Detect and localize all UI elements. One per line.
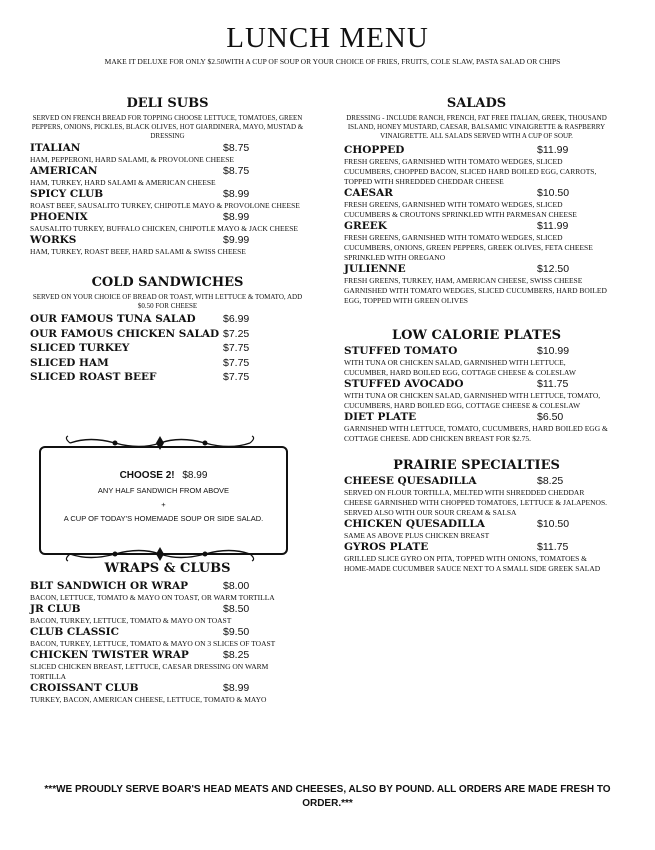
- menu-item: [30, 682, 305, 705]
- item-desc: FRESH GREENS, TURKEY, HAM, AMERICAN CHEESE, SWISS CHEESE GARNISHED WITH TOMATO WEDGES, SLICED CUCUMBERS, HARD BOILED EGG, TOPPED WITH GREEN OLIVES: [344, 276, 607, 305]
- item-name: DIET PLATE: [344, 411, 417, 423]
- menu-item: [344, 220, 609, 263]
- left-column: [30, 96, 305, 386]
- item-price: $10.50: [537, 518, 570, 530]
- item-name: OUR FAMOUS TUNA SALAD: [30, 313, 196, 325]
- menu-item: [30, 142, 305, 165]
- item-desc: BACON, TURKEY, LETTUCE, TOMATO & MAYO ON TOAST: [30, 616, 232, 625]
- menu-item: [30, 357, 305, 372]
- item-desc: FRESH GREENS, GARNISHED WITH TOMATO WEDGES, SLICED CUCUMBERS & CROUTONS SPRINKLED WITH PARMESAN CHEESE: [344, 200, 577, 219]
- item-desc: GARNISHED WITH LETTUCE, TOMATO, CUCUMBERS, HARD BOILED EGG & COTTAGE CHEESE. ADD CHICKEN BREAST FOR $2.75.: [344, 424, 608, 443]
- item-name: CHICKEN TWISTER WRAP: [30, 649, 189, 661]
- menu-item: [30, 371, 305, 386]
- item-name: CAESAR: [344, 187, 393, 199]
- item-desc: SAME AS ABOVE PLUS CHICKEN BREAST: [344, 531, 490, 540]
- item-desc: BACON, TURKEY, LETTUCE, TOMATO & MAYO ON 3 SLICES OF TOAST: [30, 639, 276, 648]
- menu-item: [344, 144, 609, 187]
- footer-note: ***WE PROUDLY SERVE BOAR'S HEAD MEATS AND CHEESES, ALSO BY POUND. ALL ORDERS ARE MADE FRESH TO ORDER.***: [44, 784, 611, 809]
- menu-item: [30, 603, 305, 626]
- item-price: $7.75: [223, 342, 250, 354]
- item-price: $8.99: [223, 682, 250, 694]
- item-name: JR CLUB: [30, 603, 81, 615]
- item-price: $8.99: [223, 211, 250, 223]
- menu-item: [30, 342, 305, 357]
- item-price: $10.50: [537, 187, 570, 199]
- item-desc: SLICED CHICKEN BREAST, LETTUCE, CAESAR DRESSING ON WARM TORTILLA: [30, 662, 269, 681]
- deli-subs-list: [30, 142, 305, 257]
- item-name: WORKS: [30, 234, 77, 246]
- item-name: GYROS PLATE: [344, 541, 429, 553]
- item-name: BLT SANDWICH OR WRAP: [30, 580, 189, 592]
- item-desc: BACON, LETTUCE, TOMATO & MAYO ON TOAST, OR WARM TORTILLA: [30, 593, 275, 602]
- item-name: ITALIAN: [30, 142, 81, 154]
- item-price: $8.99: [223, 188, 250, 200]
- item-name: SPICY CLUB: [30, 188, 104, 200]
- menu-item: [30, 188, 305, 211]
- menu-item: [344, 345, 609, 378]
- section-desc-deli-subs: SERVED ON FRENCH BREAD FOR TOPPING CHOOSE LETTUCE, TOMATOES, GREEN PEPPERS, ONIONS, PICKLES, BLACK OLIVES, HOT GIARDINERA, MAYO, MUSTAD & DRESSING: [31, 114, 304, 140]
- item-name: JULIENNE: [344, 263, 406, 275]
- section-title-low-calorie: LOW CALORIE PLATES: [391, 328, 562, 343]
- item-price: $11.99: [537, 144, 569, 156]
- item-desc: HAM, TURKEY, HARD SALAMI & AMERICAN CHEESE: [30, 178, 216, 187]
- section-title-salads: SALADS: [446, 96, 507, 111]
- item-desc: HAM, TURKEY, ROAST BEEF, HARD SALAMI & SWISS CHEESE: [30, 247, 246, 256]
- item-price: $8.75: [223, 165, 250, 177]
- menu-item: [344, 378, 609, 411]
- right-column: [344, 96, 609, 574]
- item-name: SLICED TURKEY: [30, 342, 130, 354]
- item-price: $8.75: [223, 142, 250, 154]
- menu-item: [30, 165, 305, 188]
- item-name: STUFFED TOMATO: [344, 345, 458, 357]
- item-name: CLUB CLASSIC: [30, 626, 119, 638]
- choose-two-combo-box: [39, 446, 288, 555]
- item-price: $9.99: [223, 234, 250, 246]
- item-name: AMERICAN: [30, 165, 98, 177]
- item-price: $11.75: [537, 378, 569, 390]
- cold-sandwiches-list: [30, 313, 305, 386]
- menu-title: LUNCH MENU: [226, 22, 429, 54]
- item-name: CHICKEN QUESADILLA: [344, 518, 485, 530]
- menu-item: [344, 475, 609, 518]
- item-desc: SERVED ON FLOUR TORTILLA, MELTED WITH SHREDDED CHEDDAR CHEESE GARNISHED WITH CHOPPED TOMATOES, LETTUCE & JALAPENOS. SERVED ALSO WITH OUR SOUR CREAM & SALSA: [344, 488, 607, 517]
- item-name: CROISSANT CLUB: [30, 682, 139, 694]
- section-desc-cold-sandwiches: SERVED ON YOUR CHOICE OF BREAD OR TOAST, WITH LETTUCE & TOMATO, ADD $0.50 FOR CHEESE: [32, 293, 303, 310]
- menu-item: [30, 328, 305, 343]
- section-title-cold-sandwiches: COLD SANDWICHES: [91, 275, 244, 290]
- choose-two-heading: [41, 470, 286, 481]
- menu-subtitle: MAKE IT DELUXE FOR ONLY $2.50WITH A CUP OF SOUP OR YOUR CHOICE OF FRIES, FRUITS, COLE SLAW, PASTA SALAD OR CHIPS: [104, 57, 561, 66]
- item-price: $6.50: [537, 411, 564, 423]
- item-price: $11.75: [537, 541, 569, 553]
- prairie-list: [344, 475, 609, 574]
- item-name: PHOENIX: [30, 211, 88, 223]
- item-name: SLICED ROAST BEEF: [30, 371, 157, 383]
- item-price: $8.00: [223, 580, 250, 592]
- item-price: $7.25: [223, 327, 250, 340]
- menu-item: [30, 234, 305, 257]
- item-desc: WITH TUNA OR CHICKEN SALAD, GARNISHED WITH LETTUCE, CUCUMBER, HARD BOILED EGG, COTTAGE CHEESE & COLESLAW: [344, 358, 576, 377]
- choose-two-price: $8.99: [182, 470, 208, 481]
- item-price: $8.25: [537, 475, 564, 487]
- item-price: $9.50: [223, 626, 250, 638]
- item-name: CHEESE QUESADILLA: [344, 475, 477, 487]
- item-name: OUR FAMOUS CHICKEN SALAD: [30, 327, 220, 340]
- item-desc: ROAST BEEF, SAUSALITO TURKEY, CHIPOTLE MAYO & PROVOLONE CHEESE: [30, 201, 300, 210]
- item-desc: SAUSALITO TURKEY, BUFFALO CHICKEN, CHIPOTLE MAYO & JACK CHEESE: [30, 224, 298, 233]
- section-title-deli-subs: DELI SUBS: [126, 96, 209, 111]
- item-desc: TURKEY, BACON, AMERICAN CHEESE, LETTUCE, TOMATO & MAYO: [30, 695, 267, 704]
- item-price: $11.99: [537, 220, 569, 232]
- section-title-wraps-clubs: WRAPS & CLUBS: [104, 561, 231, 576]
- low-calorie-list: [344, 345, 609, 444]
- section-desc-salads: DRESSING - INCLUDE RANCH, FRENCH, FAT FREE ITALIAN, GREEK, THOUSAND ISLAND, HONEY MUSTARD, CAESAR, BALSAMIC VINAIGRETTE & RASPBERRY VINAIGRETTE. ALL SALADS SERVED WITH A CUP OF SOUP.: [346, 114, 607, 140]
- item-desc: FRESH GREENS, GARNISHED WITH TOMATO WEDGES, SLICED CUCUMBERS, ONIONS, GREEN PEPPERS, GREEK OLIVES, FETA CHEESE SPRINKLED WITH OREGANO: [344, 233, 593, 262]
- menu-item: [344, 411, 609, 444]
- item-name: STUFFED AVOCADO: [344, 378, 464, 390]
- salads-list: [344, 144, 609, 306]
- item-price: $10.99: [537, 345, 570, 357]
- item-name: SLICED HAM: [30, 356, 109, 369]
- menu-item: [30, 626, 305, 649]
- wraps-list: [30, 580, 305, 705]
- wraps-section: [30, 561, 305, 705]
- item-price: $12.50: [537, 263, 570, 275]
- item-desc: HAM, PEPPERONI, HARD SALAMI, & PROVOLONE CHEESE: [30, 155, 234, 164]
- menu-item: [30, 649, 305, 682]
- item-desc: FRESH GREENS, GARNISHED WITH TOMATO WEDGES, SLICED CUCUMBERS, CHOPPED BACON, SLICED HARD BOILED EGG, CARROTS, TOPPED WITH SHREDDED CHEDDAR CHEESE: [344, 157, 597, 186]
- menu-item: [344, 518, 609, 541]
- item-desc: WITH TUNA OR CHICKEN SALAD, GARNISHED WITH LETTUCE, TOMATO, CUCUMBERS, HARD BOILED EGG, COTTAGE CHEESE & COLESLAW: [344, 391, 601, 410]
- menu-item: [344, 541, 609, 574]
- item-price: $7.75: [223, 356, 250, 369]
- section-title-prairie: PRAIRIE SPECIALTIES: [393, 458, 560, 473]
- choose-two-plus: +: [161, 500, 166, 509]
- menu-item: [344, 263, 609, 306]
- item-price: $7.75: [223, 371, 250, 383]
- menu-item: [344, 187, 609, 220]
- item-price: $8.25: [223, 649, 250, 661]
- menu-item: [30, 580, 305, 603]
- item-price: $8.50: [223, 603, 250, 615]
- choose-two-line2: A CUP OF TODAY'S HOMEMADE SOUP OR SIDE SALAD.: [63, 514, 264, 523]
- item-desc: GRILLED SLICE GYRO ON PITA, TOPPED WITH ONIONS, TOMATOES & HOME-MADE CUCUMBER SAUCE NEXT TO A SMALL SIDE GREEK SALAD: [344, 554, 601, 573]
- item-name: GREEK: [344, 220, 387, 232]
- item-name: CHOPPED: [344, 144, 405, 156]
- item-price: $6.99: [223, 313, 250, 325]
- menu-item: [30, 211, 305, 234]
- menu-item: [30, 313, 305, 328]
- choose-two-line1: ANY HALF SANDWICH FROM ABOVE: [97, 486, 230, 495]
- choose-two-title: CHOOSE 2!: [119, 470, 175, 481]
